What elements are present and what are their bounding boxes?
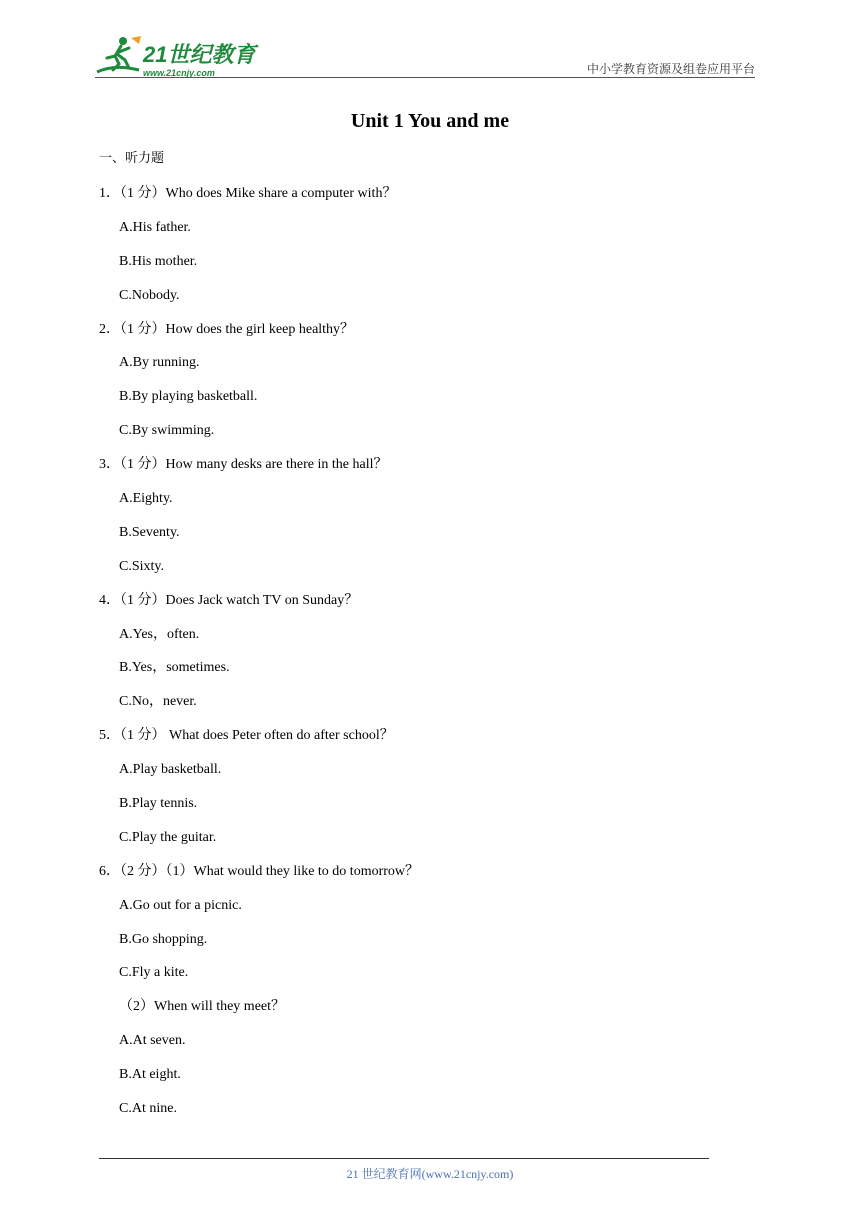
answer-option: C.At nine. bbox=[119, 1101, 177, 1117]
answer-option: A.Eighty. bbox=[119, 491, 173, 507]
section-heading: 一、听力题 bbox=[99, 151, 165, 166]
answer-option: B.Seventy. bbox=[119, 524, 180, 540]
header-divider bbox=[95, 77, 755, 78]
question-stem: 6．（2 分）（1）What would they like to do tomorrow？ bbox=[99, 863, 420, 879]
answer-option: A.His father. bbox=[119, 219, 191, 235]
answer-option: C.No，never. bbox=[119, 694, 197, 710]
logo-subtext: www.21cnjy.com bbox=[143, 68, 215, 78]
question-stem: 5．（1 分） What does Peter often do after school？ bbox=[99, 728, 394, 744]
footer-link[interactable]: 21 世纪教育网(www.21cnjy.com) bbox=[346, 1167, 514, 1181]
answer-option: A.Play basketball. bbox=[119, 762, 222, 778]
runner-logo-icon bbox=[95, 34, 143, 78]
site-logo[interactable] bbox=[95, 34, 260, 78]
platform-tagline: 中小学教育资源及组卷应用平台 bbox=[586, 62, 755, 76]
answer-option: C.Play the guitar. bbox=[119, 829, 217, 845]
answer-option: A.By running. bbox=[119, 355, 200, 371]
question-stem: 3．（1 分）How many desks are there in the hall？ bbox=[99, 457, 388, 473]
document-title: Unit 1 You and me bbox=[350, 110, 510, 132]
page-header bbox=[95, 30, 755, 80]
answer-option: B.Play tennis. bbox=[119, 796, 198, 812]
question-stem: 1．（1 分）Who does Mike share a computer with？ bbox=[99, 186, 397, 201]
answer-option: C.Fly a kite. bbox=[119, 965, 189, 981]
question-list bbox=[0, 184, 860, 1133]
answer-option: A.Yes，often. bbox=[119, 626, 200, 642]
footer-divider bbox=[99, 1158, 709, 1159]
answer-option: A.At seven. bbox=[119, 1033, 186, 1049]
answer-option: B.By playing basketball. bbox=[119, 389, 258, 405]
question-stem: 4．（1 分）Does Jack watch TV on Sunday？ bbox=[99, 592, 359, 608]
answer-option: C.Sixty. bbox=[119, 558, 164, 574]
answer-option: B.Yes，sometimes. bbox=[119, 660, 230, 676]
answer-option: B.His mother. bbox=[119, 253, 198, 269]
sub-question-stem: （2）When will they meet？ bbox=[119, 999, 286, 1015]
question-stem: 2．（1 分）How does the girl keep healthy？ bbox=[99, 321, 355, 337]
logo-text: 21世纪教育 bbox=[143, 42, 256, 67]
answer-option: C.Nobody. bbox=[119, 287, 180, 303]
answer-option: A.Go out for a picnic. bbox=[119, 897, 242, 913]
answer-option: C.By swimming. bbox=[119, 423, 215, 439]
answer-option: B.Go shopping. bbox=[119, 931, 208, 947]
answer-option: B.At eight. bbox=[119, 1067, 181, 1083]
